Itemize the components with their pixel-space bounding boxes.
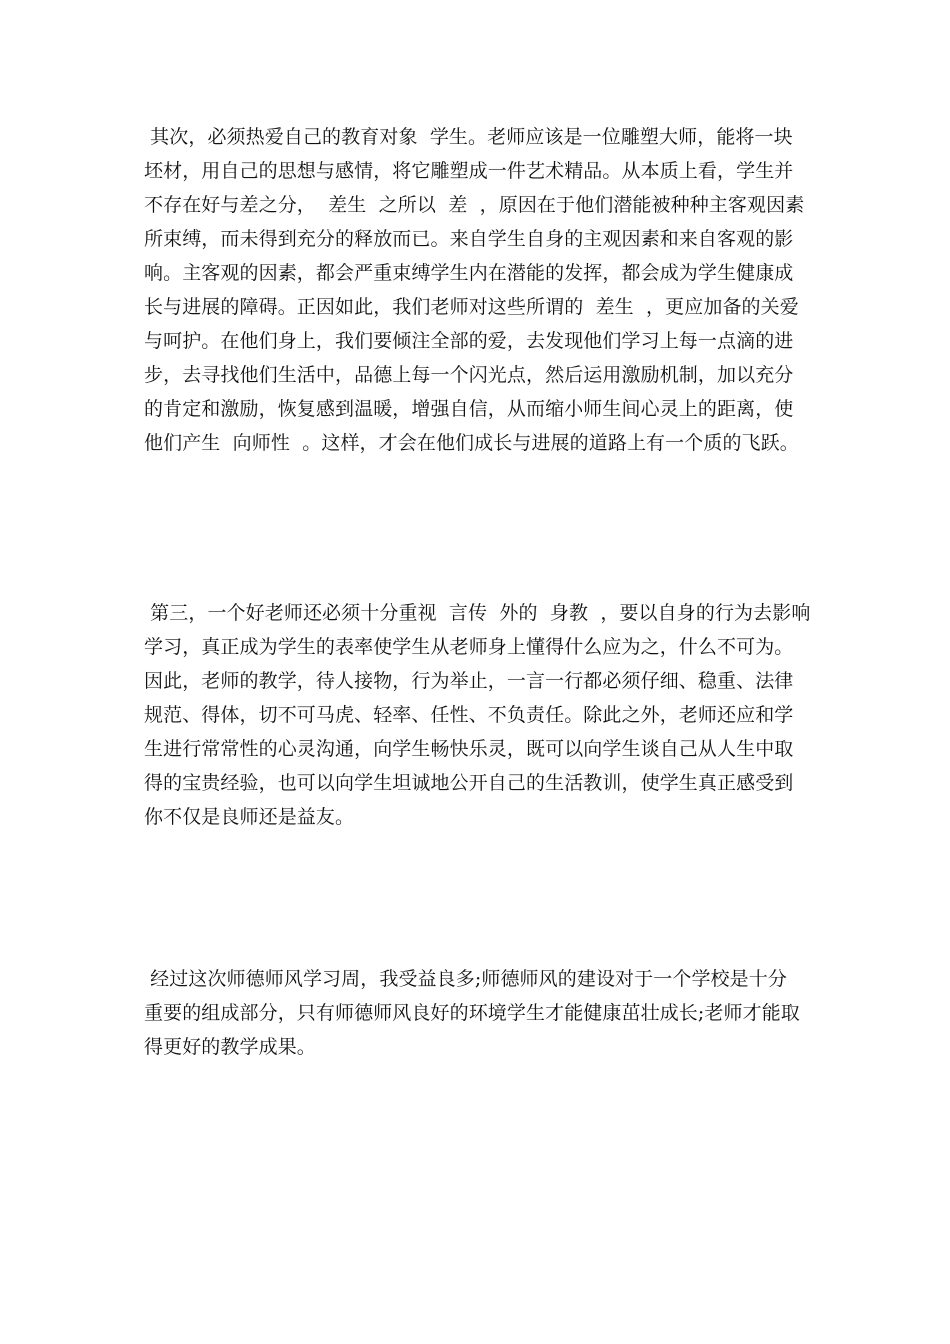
paragraph-line: 重要的组成部分，只有师德师风良好的环境学生才能健康茁壮成长;老师才能取 <box>144 1002 800 1024</box>
paragraph-line: 经过这次师德师风学习周，我受益良多;师德师风的建设对于一个学校是十分 <box>144 968 787 990</box>
paragraph-line: 与呵护。在他们身上，我们要倾注全部的爱，去发现他们学习上每一点滴的进 <box>144 330 794 352</box>
paragraph-line: 第三，一个好老师还必须十分重视 言传 外的 身教 ，要以自身的行为去影响 <box>144 602 811 624</box>
paragraph-conclusion <box>144 962 810 1064</box>
paragraph-line: 生进行常常性的心灵沟通，向学生畅快乐灵，既可以向学生谈自己从人生中取 <box>144 738 794 760</box>
paragraph-line: 所束缚，而未得到充分的释放而已。来自学生自身的主观因素和来自客观的影 <box>144 228 794 250</box>
paragraph-line: 他们产生 向师性 。这样，才会在他们成长与进展的道路上有一个质的飞跃。 <box>144 432 799 454</box>
paragraph-love-students <box>144 120 810 460</box>
paragraph-line: 你不仅是良师还是益友。 <box>144 806 355 828</box>
paragraph-line: 因此，老师的教学，待人接物，行为举止，一言一行都必须仔细、稳重、法律 <box>144 670 794 692</box>
paragraph-line: 不存在好与差之分， 差生 之所以 差 ，原因在于他们潜能被种种主客观因素 <box>144 194 805 216</box>
paragraph-lead-by-example <box>144 596 810 834</box>
paragraph-line: 坯材，用自己的思想与感情，将它雕塑成一件艺术精品。从本质上看，学生并 <box>144 160 794 182</box>
paragraph-line: 得的宝贵经验，也可以向学生坦诚地公开自己的生活教训，使学生真正感受到 <box>144 772 794 794</box>
paragraph-line: 得更好的教学成果。 <box>144 1036 316 1058</box>
paragraph-line: 长与进展的障碍。正因如此，我们老师对这些所谓的 差生 ，更应加备的关爱 <box>144 296 799 318</box>
paragraph-line: 规范、得体，切不可马虎、轻率、任性、不负责任。除此之外，老师还应和学 <box>144 704 794 726</box>
paragraph-line: 响。主客观的因素，都会严重束缚学生内在潜能的发挥，都会成为学生健康成 <box>144 262 794 284</box>
paragraph-line: 步，去寻找他们生活中，品德上每一个闪光点，然后运用激励机制，加以充分 <box>144 364 794 386</box>
paragraph-line: 学习，真正成为学生的表率使学生从老师身上懂得什么应为之，什么不可为。 <box>144 636 794 658</box>
paragraph-line: 的肯定和激励，恢复感到温暖，增强自信，从而缩小师生间心灵上的距离，使 <box>144 398 794 420</box>
paragraph-line: 其次，必须热爱自己的教育对象 学生。老师应该是一位雕塑大师，能将一块 <box>144 126 793 148</box>
